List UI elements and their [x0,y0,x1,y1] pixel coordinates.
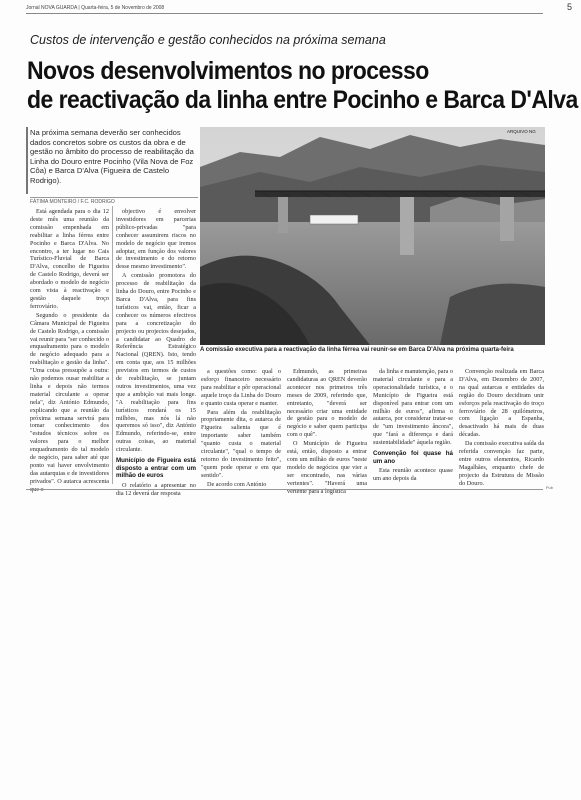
headline-line-1: Novos desenvolvimentos no processo [27,57,429,85]
paragraph: O Município de Figueira está, então, disposto a entrar com um milhão de euros "neste modelo de negócios que vier a ser encontrado, nas várias vertentes". "Haverá uma vertente para a logística [287,440,367,495]
headline-line-2: de reactivação da linha entre Pocinho e Barca D'Alva [27,86,578,114]
column-rule [112,206,113,484]
subheading: Convenção foi quase há um ano [373,450,453,465]
paragraph: Segundo o presidente da Câmara Municipal de Figueira de Castelo Rodrigo, a comissão vai reunir para "ser conhecido o enquadramento para o modelo de negócio adequado para a reabilitação e gestão da linha". "Uma coisa pressupõe a outra: não podemos ousar reabilitar a linha e depois não termos material circulante a operar nela", diz António Edmundo, explicando que a reunião da próxima semana servirá para tomar conhecimento dos "estudos técnicos sobre os valores para o melhor enquadramento do tal modelo de negócio, para saber até que ponto vai haver envolvimento das autarquias e de investidores privados". O autarca acrescenta que o [30,311,109,493]
publication-line: Jornal NOVA GUARDA | Quarta-feira, 5 de Novembro de 2008 [26,5,165,11]
paragraph: objectivo é envolver investidores em parcerias público-privadas "para conhecer assumirem riscos no modelo de negócio que iremos adoptar, em função dos valores de investimento e do retorno desse mesmo investimento". [116,208,196,271]
folio-label: Pub [545,485,553,490]
paragraph: Esta reunião acontece quase um ano depois da [373,467,453,483]
paragraph: Convenção realizada em Barca D'Alva, em Dezembro de 2007, na qual autarcas e entidades da região do Douro decidiram unir esforços pela reactivação do troço ferroviário de 28 quilómetros, com ligação a Espanha, desactivado há mais de duas décadas. [459,368,544,439]
paragraph: a questões como: qual o esforço financeiro necessário para reabilitar e pôr operacional aquele troço da Linha do Douro e quanto custa operar e manter. [201,368,281,407]
paragraph: da linha e manutenção, para o material circulante e para a operacionalidade turística, e o Município de Figueira está disponível para entrar com um milhão de euros", afirma o autarca, por considerar tratar-se de "um investimento âncora", que "fará a diferença e dará sustentabilidade" àquela região. [373,368,453,447]
bottom-rule [26,489,543,490]
lead-bar [26,127,28,194]
article-byline: FÁTIMA MONTEIRO / F.C. RODRIGO [30,197,198,205]
header-rule [26,13,543,14]
subheading: Município de Figueira está disposto a entrar com um milhão de euros [116,457,196,480]
article-column-6 [459,368,544,489]
article-photo [200,127,545,345]
article-lead: Na próxima semana deverão ser conhecidos dados concretos sobre os custos da obra e de gestão no âmbito do processo de reabilitação da Linha do Douro entre Pocinho (Vila Nova de Foz Côa) e Barca D'Alva (Figueira de Castelo Rodrigo). [30,128,194,185]
article-kicker: Custos de intervenção e gestão conhecidos na próxima semana [30,33,386,47]
paragraph: De acordo com António [207,480,267,488]
article-column-3 [201,368,281,490]
article-column-4 [287,368,367,497]
paragraph: Para além da reabilitação propriamente dita, o autarca de Figueira salienta que é importante saber também "quanto custa o material circulante", "qual o tempo de retorno do investimento feito", "quem pode operar e em que sentido". [201,408,281,479]
paragraph: Edmundo, as primeiras candidaturas ao QREN deverão acontecer nos primeiros três meses de 2009, referindo que, entretanto, "deverá ser necessário criar uma entidade de gestão para o modelo de negócio e saber quem participa com o quê". [287,368,367,439]
article-headline [27,57,578,115]
article-column-5 [373,368,453,484]
photo-credit: ARQUIVO NG [507,129,536,134]
paragraph: A comissão promotora do processo de reabilitação da linha do Douro, entre Pocinho e Barca D'Alva, para fins turísticos vai, então, ficar a conhecer os números efectivos para a concretização do projecto ou projectos desejados, a candidatar ao Quadro de Referência Estratégico Nacional (QREN). Isto, tendo em conta que, aos 15 milhões previstos em termos de custos de reabilitação, se juntam outros investimentos, uma vez que a ambição vai mais longe. "A reabilitação para fins turísticos rondará os 15 milhões, mas nós lá não queremos só isso", diz António Edmundo, referindo-se, entre outras coisas, ao material circulante. [116,272,196,454]
photo-caption: A comissão executiva para a reactivação da linha férrea vai reunir-se em Barca D'Alva na próxima quarta-feira [200,347,514,353]
paragraph: Está agendada para o dia 12 deste mês uma reunião da comissão empenhada em reabilitar a linha férrea entre Pocinho e Barca D'Alva. No encontro, a ter lugar no Cais Turístico-Fluvial de Barca D'Alva, concelho de Figueira de Castelo Rodrigo, deverá ser abordado o modelo de negócio com vista à reactivação e gestão daquele troço ferroviário. [30,208,109,310]
page-number: 5 [566,2,572,12]
article-column-2 [116,208,196,499]
bridge-river-photo [200,127,545,345]
article-column-1 [30,208,109,495]
paragraph: O relatório a apresentar no dia 12 deverá dar resposta [116,481,196,497]
paragraph: Da comissão executiva saída da referida convenção faz parte, entre outros elementos, Ricardo Magalhães, enquanto chefe de projecto da Estrutura de Missão do Douro. [459,440,544,487]
